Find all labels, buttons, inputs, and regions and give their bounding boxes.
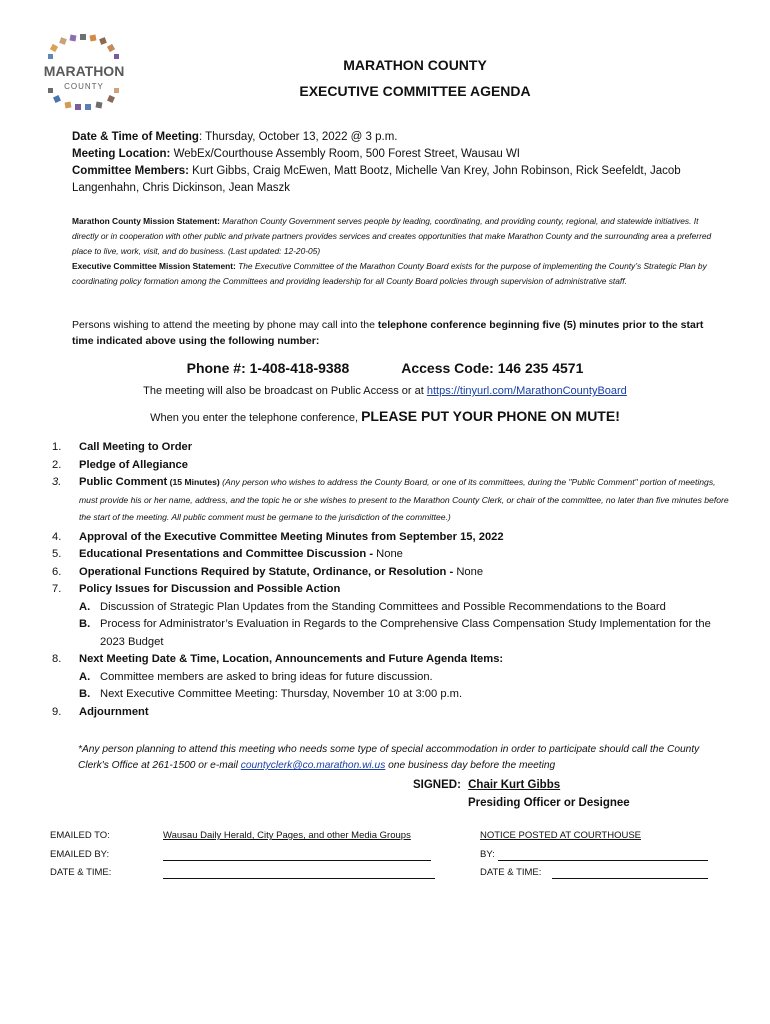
agenda-item: 1. Call Meeting to Order [52, 441, 193, 453]
meeting-location-line: Meeting Location: WebEx/Courthouse Assembly Room, 500 Forest Street, Wausau WI [72, 148, 521, 160]
agenda-item: 3. Public Comment (15 Minutes) (Any person who wishes to address the County Board, or one of its committees, during the "Public Comment" portion of meetings, must provide his or her name, address, and the topic he or she wishes to present to the Marathon County Clerk, or chair of the committee, no later than five minutes before the start of the meeting. All public comment must be germane to the jurisdiction of the committee.) [52, 476, 729, 522]
agenda-subitem: B. Next Executive Committee Meeting: Thursday, November 10 at 3:00 p.m. [79, 688, 463, 700]
agenda-subitem: A. Committee members are asked to bring ideas for future discussion. [79, 670, 433, 683]
agenda-subitem: A. Discussion of Strategic Plan Updates from the Standing Committees and Possible Recommendations to the Board [79, 600, 666, 613]
access-code: Access Code: 146 235 4571 [401, 360, 584, 376]
signer-role: Presiding Officer or Designee [468, 797, 630, 809]
phone-instructions: Persons wishing to attend the meeting by phone may call into the telephone conference beginning five (5) minutes prior to the start time indicated above using the following number: [72, 319, 704, 347]
by-line [498, 850, 708, 861]
meeting-date-line: Date & Time of Meeting: Thursday, October 13, 2022 @ 3 p.m. [72, 131, 398, 143]
committee-mission: Executive Committee Mission Statement: The Executive Committee of the Marathon County Board exists for the purpose of implementing the County’s Strategic Plan by coordinating policy formation among the Committees and providing leadership for all County Board policies through supervision of administrative staff. [72, 261, 707, 286]
svg-text:MARATHON: MARATHON [43, 63, 125, 79]
agenda-subitem: B. Process for Administrator’s Evaluation in Regards to the Comprehensive Class Compensation Study Implementation for the 2023 Budget [79, 618, 711, 648]
clerk-email-link[interactable]: countyclerk@co.marathon.wi.us [240, 760, 386, 771]
meeting-details [72, 129, 722, 197]
phone-number: Phone #: 1-408-418-9388 [186, 360, 350, 376]
signature-block [413, 779, 658, 791]
datetime-line [163, 868, 435, 879]
broadcast-link[interactable]: https://tinyurl.com/MarathonCountyBoard [426, 385, 627, 397]
emailed-by-label: EMAILED BY: [50, 849, 110, 860]
title-agenda: EXECUTIVE COMMITTEE AGENDA [299, 83, 531, 99]
mute-line: When you enter the telephone conference, PLEASE PUT YOUR PHONE ON MUTE! [150, 408, 620, 424]
svg-text:COUNTY: COUNTY [64, 82, 104, 91]
broadcast-line: The meeting will also be broadcast on Public Access or at https://tinyurl.com/MarathonCountyBoard [143, 385, 627, 397]
agenda-item: 8. Next Meeting Date & Time, Location, Announcements and Future Agenda Items: [52, 653, 504, 665]
county-mission: Marathon County Mission Statement: Marathon County Government serves people by leading, coordinating, and providing county, regional, and statewide initiatives. It directly or in cooperation with other public and private partners provides services and creates opportunities that make Marathon County and the surrounding area a preferred place to live, work, visit, and do business. (Last updated: 12-20-05) [72, 216, 712, 256]
signer-name: Chair Kurt Gibbs [468, 779, 561, 791]
agenda-item: 4. Approval of the Executive Committee Meeting Minutes from September 15, 2022 [52, 530, 504, 543]
notice-datetime-label: DATE & TIME: [480, 867, 542, 878]
agenda-item: 7. Policy Issues for Discussion and Possible Action [52, 583, 341, 595]
datetime-label: DATE & TIME: [50, 867, 112, 878]
agenda-item: 9. Adjournment [52, 705, 149, 718]
notice-posted: NOTICE POSTED AT COURTHOUSE [480, 830, 641, 841]
title-county: MARATHON COUNTY [343, 57, 487, 73]
agenda-list [52, 439, 732, 721]
marathon-county-logo [38, 34, 130, 110]
notice-datetime-line [552, 868, 708, 879]
agenda-item: 2. Pledge of Allegiance [52, 458, 189, 471]
phone-line [0, 360, 770, 376]
signed-label: SIGNED: [413, 779, 461, 791]
accommodation-note: *Any person planning to attend this meeting who needs some type of special accommodation in order to participate should call the County Clerk's Office at 261-1500 or e-mail countyclerk@co.marathon.wi.us one business day before the meeting [78, 744, 700, 771]
emailed-to-value: Wausau Daily Herald, City Pages, and other Media Groups [163, 830, 411, 841]
mission-statements [72, 214, 727, 289]
by-label: BY: [480, 849, 495, 860]
emailed-to-label: EMAILED TO: [50, 830, 110, 841]
agenda-item: 5. Educational Presentations and Committee Discussion - None [52, 548, 403, 560]
emailed-by-line [163, 850, 431, 861]
agenda-item: 6. Operational Functions Required by Statute, Ordinance, or Resolution - None [52, 565, 484, 578]
committee-members-line: Committee Members: Kurt Gibbs, Craig McEwen, Matt Bootz, Michelle Van Krey, John Robinson, Rick Seefeldt, Jacob Langenhahn, Chris Dickinson, Jean Maszk [72, 165, 681, 194]
